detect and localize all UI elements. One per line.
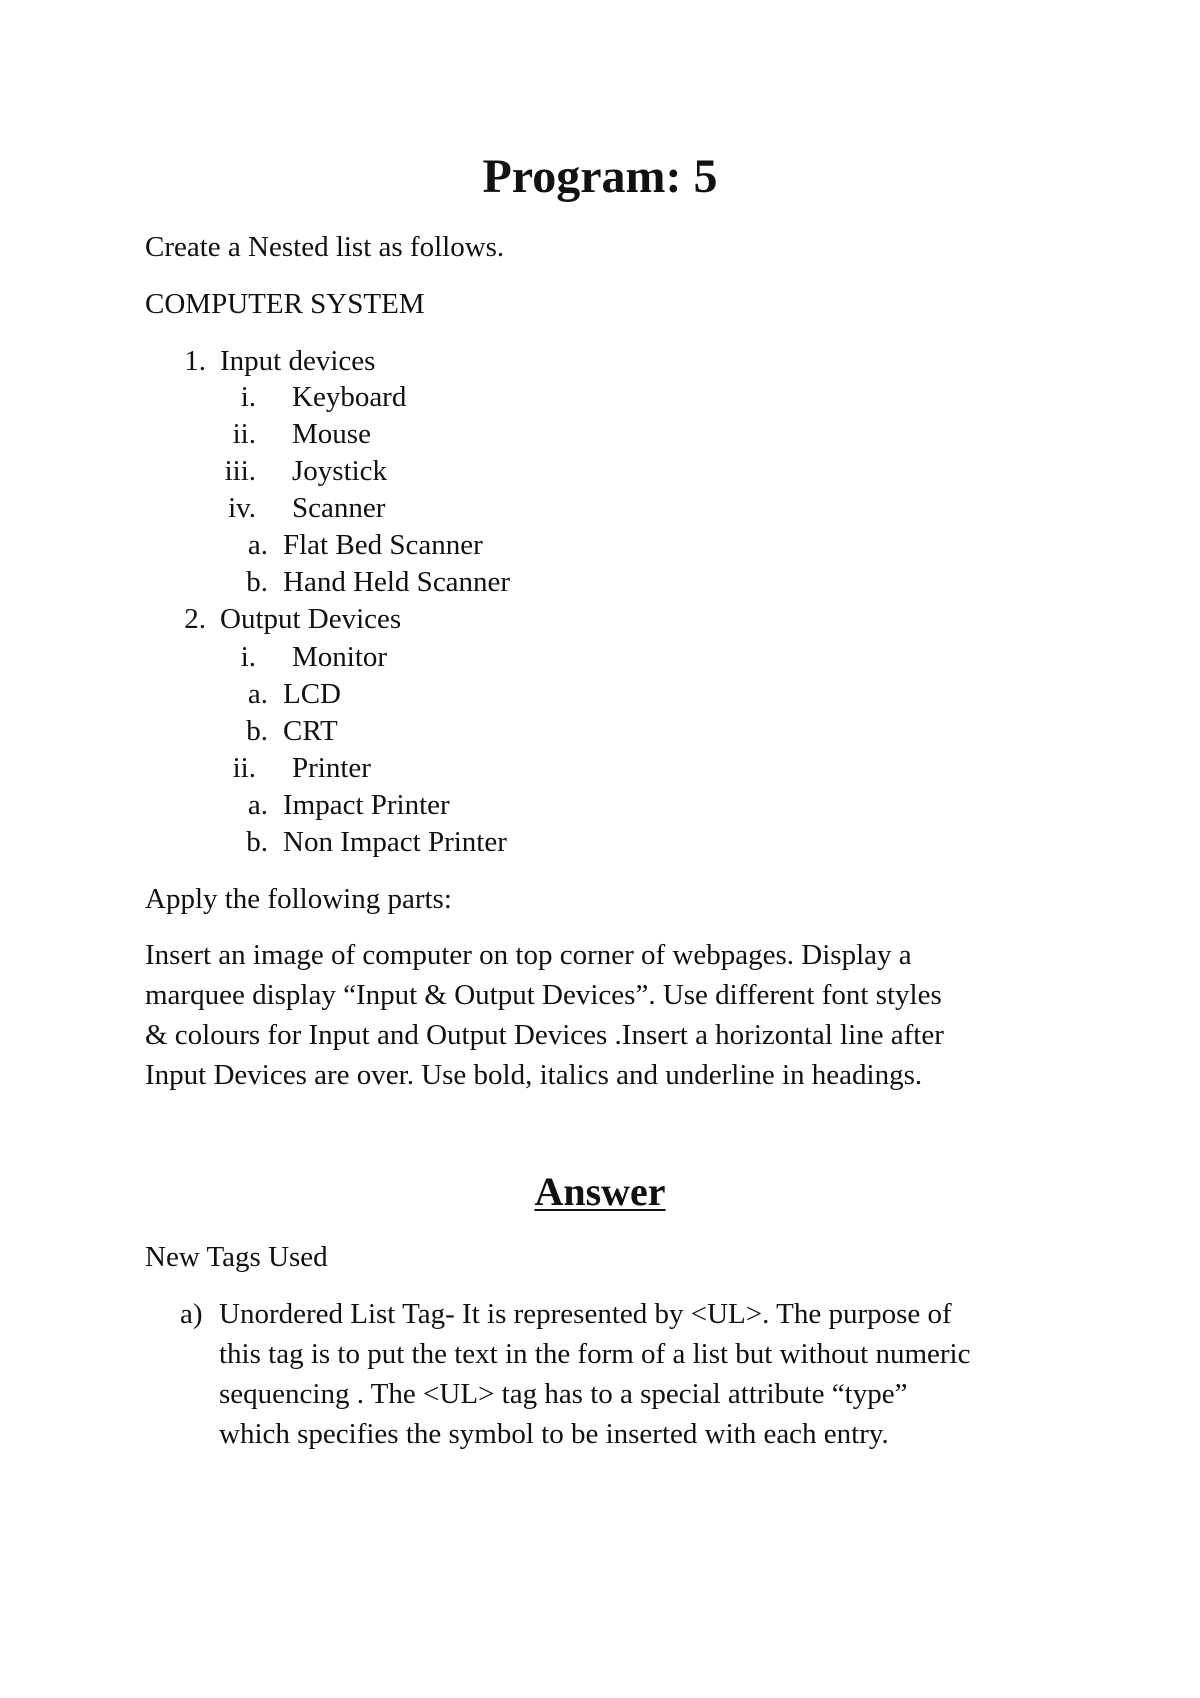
new-tags-heading: New Tags Used (145, 1241, 328, 1273)
instruction-line: & colours for Input and Output Devices .Insert a horizontal line after (145, 1019, 944, 1051)
list-marker: iii. (224, 455, 256, 487)
intro-text: Create a Nested list as follows. (145, 231, 505, 263)
list-item-label: LCD (283, 678, 341, 710)
list-marker: 2. (184, 603, 206, 635)
list-item-label: Output Devices (220, 603, 402, 635)
list-item-label: Mouse (292, 418, 371, 450)
list-item-label: Impact Printer (283, 789, 450, 821)
list-heading: COMPUTER SYSTEM (145, 288, 425, 320)
answer-heading-text: Answer (534, 1169, 666, 1214)
list-item-label: Printer (292, 752, 371, 784)
instruction-line: marquee display “Input & Output Devices”. Use different font styles (145, 979, 942, 1011)
list-item-label: CRT (283, 715, 338, 747)
tag-description-line: this tag is to put the text in the form of a list but without numeric (219, 1338, 971, 1370)
tag-description-line: Unordered List Tag- It is represented by <UL>. The purpose of (219, 1298, 952, 1330)
tag-description-line: which specifies the symbol to be inserted with each entry. (219, 1418, 889, 1450)
list-marker: ii. (232, 752, 256, 784)
list-item-label: Joystick (292, 455, 388, 487)
list-item-label: Hand Held Scanner (283, 566, 511, 598)
list-item-label: Flat Bed Scanner (283, 529, 483, 561)
apply-heading: Apply the following parts: (145, 883, 452, 915)
list-marker: iv. (228, 492, 256, 524)
list-marker: a. (247, 529, 268, 561)
page-title: Program: 5 (482, 150, 718, 203)
list-marker: 1. (184, 345, 206, 377)
list-marker: b. (246, 715, 268, 747)
list-marker: a. (247, 789, 268, 821)
list-item-label: Non Impact Printer (283, 826, 507, 858)
list-item-label: Keyboard (292, 381, 407, 413)
list-item-label: Scanner (292, 492, 386, 524)
list-marker: ii. (232, 418, 256, 450)
list-marker: i. (240, 641, 256, 673)
list-marker: b. (246, 566, 268, 598)
list-marker: a) (180, 1298, 203, 1330)
instruction-line: Input Devices are over. Use bold, italics and underline in headings. (145, 1059, 923, 1091)
tag-description-line: sequencing . The <UL> tag has to a special attribute “type” (219, 1378, 908, 1410)
instruction-line: Insert an image of computer on top corner of webpages. Display a (145, 939, 912, 971)
list-item-label: Monitor (292, 641, 388, 673)
answer-heading (0, 1168, 1200, 1216)
list-item-label: Input devices (220, 345, 376, 377)
list-marker: b. (246, 826, 268, 858)
list-marker: a. (247, 678, 268, 710)
list-marker: i. (240, 381, 256, 413)
